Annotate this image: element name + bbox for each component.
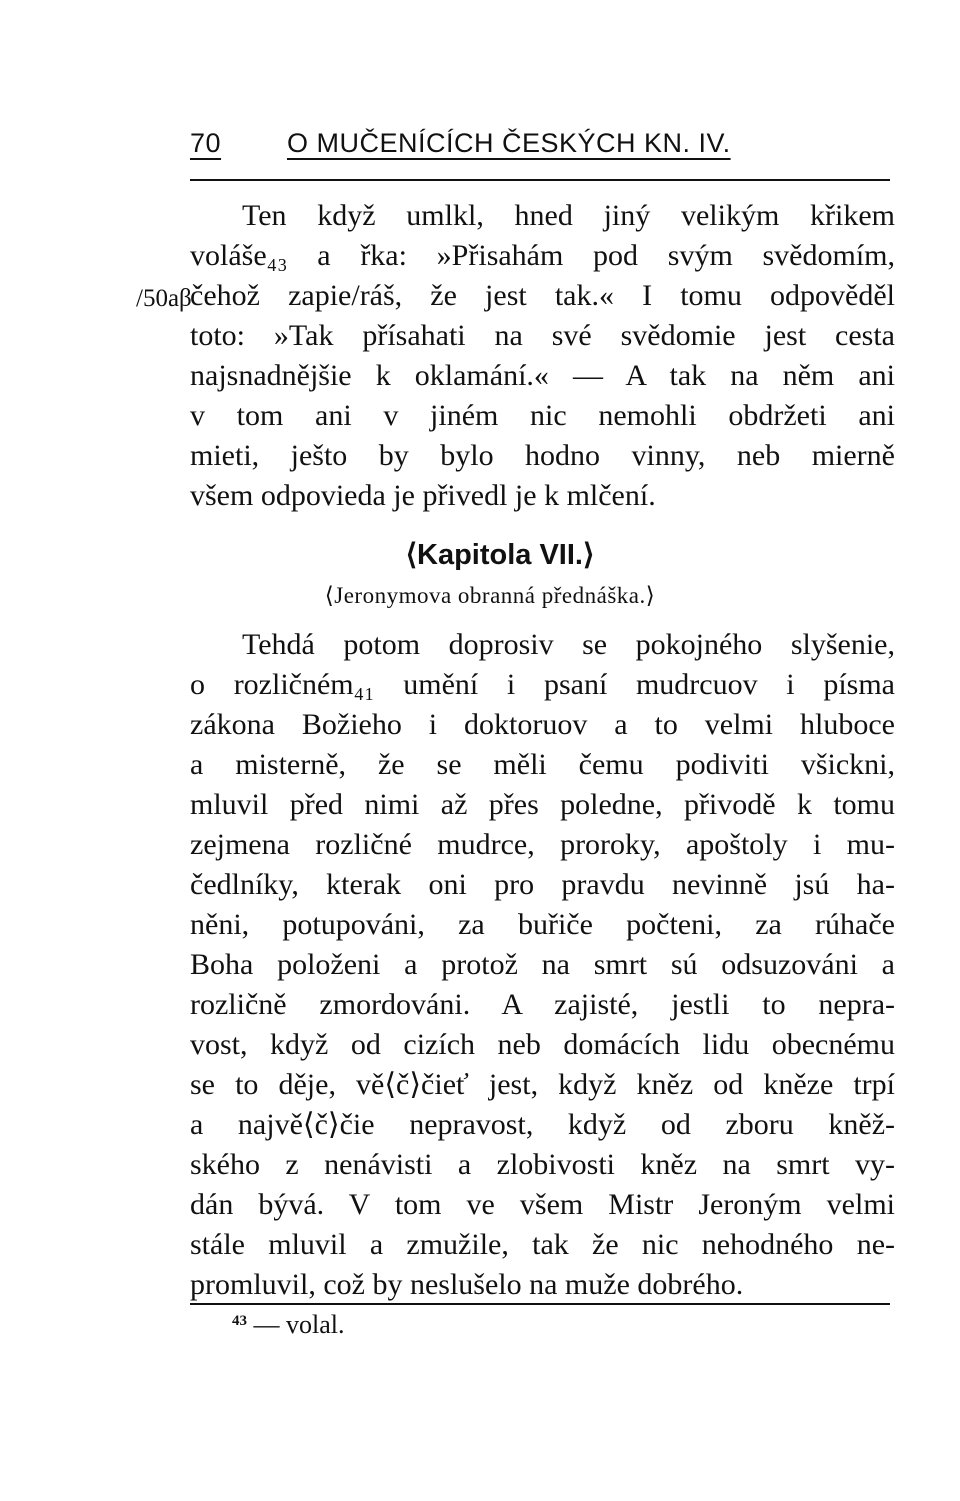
text-line: v tom ani v jiném nic nemohli obdržeti ani	[190, 399, 895, 432]
text-line: všem odpovieda je přivedl je k mlčení.	[190, 479, 656, 512]
footnote-text: — volal.	[253, 1310, 345, 1339]
text-line: vost, když od cizích neb domácích lidu obecnému	[190, 1028, 895, 1061]
text-line: rozličně zmordováni. A zajisté, jestli to nepra-	[190, 988, 895, 1021]
footnote-mark: 43	[232, 1313, 247, 1329]
text-line: voláše₄₃ a řka: »Přisahám pod svým svědomím,	[190, 239, 895, 272]
text-line: mieti, ješto by bylo hodno vinny, neb mierně	[190, 439, 895, 472]
text-line: a najvě⟨č⟩čie nepravost, když od zboru kněž-	[190, 1108, 895, 1141]
margin-note: /50aβ	[136, 285, 192, 312]
text-line: mluvil před nimi až přes poledne, přivodě k tomu	[190, 788, 895, 821]
text-line: čedlníky, kterak oni pro pravdu nevinně jsú ha-	[190, 868, 895, 901]
text-line: a misterně, že se měli čemu podiviti všickni,	[190, 748, 895, 781]
text-line: najsnadnějšie k oklamání.« — A tak na něm ani	[190, 359, 895, 392]
text-line: stále mluvil a zmužile, tak že nic nehodného ne-	[190, 1228, 895, 1261]
text-line: čehož zapie/ráš, že jest tak.« I tomu odpověděl	[190, 279, 895, 312]
chapter-heading: ⟨Kapitola VII.⟩	[405, 539, 595, 571]
footnote	[232, 1310, 345, 1340]
text-line: něni, potupováni, za buřiče počteni, za rúhače	[190, 908, 895, 941]
running-title: O MUČENÍCÍCH ČESKÝCH KN. IV.	[287, 128, 731, 158]
page-number: 70	[190, 128, 222, 158]
text-line: o rozličném₄₁ umění i psaní mudrcuov i písma	[190, 668, 895, 701]
text-line: Tehdá potom doprosiv se pokojného slyšenie,	[242, 628, 895, 661]
text-line: toto: »Tak přísahati na své svědomie jest cesta	[190, 319, 895, 352]
chapter-subtitle: ⟨Jeronymova obranná přednáška.⟩	[324, 583, 656, 608]
footnote-rule	[190, 1303, 890, 1305]
header-rule	[190, 179, 890, 181]
text-line: zákona Božieho i doktoruov a to velmi hluboce	[190, 708, 895, 741]
paragraph-1	[190, 196, 895, 516]
text-line: zejmena rozličné mudrce, proroky, apoštoly i mu-	[190, 828, 895, 861]
text-line: Boha položeni a protož na smrt sú odsuzováni a	[190, 948, 895, 981]
text-line: promluvil, což by neslušelo na muže dobrého.	[190, 1268, 744, 1301]
running-header	[190, 128, 890, 168]
text-line: dán bývá. V tom ve všem Mistr Jeroným velmi	[190, 1188, 895, 1221]
paragraph-2	[190, 625, 895, 1305]
text-line: Ten když umlkl, hned jiný velikým křikem	[242, 199, 895, 232]
text-line: se to děje, vě⟨č⟩čieť jest, když kněz od kněze trpí	[190, 1068, 895, 1101]
text-line: ského z nenávisti a zlobivosti kněz na smrt vy-	[190, 1148, 895, 1181]
